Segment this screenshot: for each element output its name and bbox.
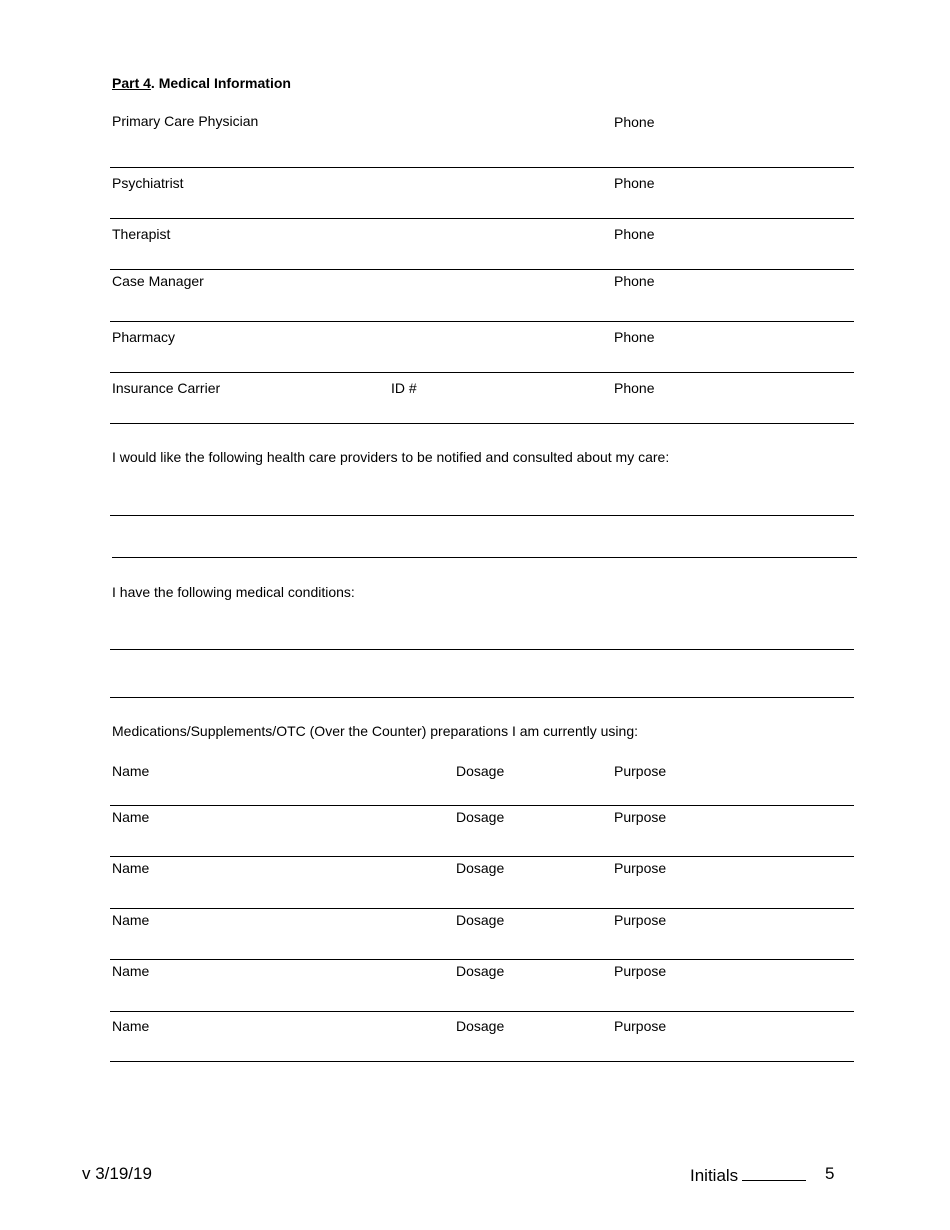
contact-label-psychiatrist: Psychiatrist: [112, 175, 184, 191]
med-line[interactable]: [110, 1061, 854, 1062]
med-dosage-label: Dosage: [456, 763, 505, 779]
version-label: v 3/19/19: [82, 1164, 152, 1183]
med-dosage-label: Dosage: [456, 809, 505, 825]
part-title: . Medical Information: [150, 75, 291, 91]
contact-line-primary-care[interactable]: [110, 167, 854, 168]
med-dosage-label: Dosage: [456, 912, 505, 928]
insurance-phone-label: Phone: [614, 380, 655, 396]
initials-label: Initials: [690, 1166, 739, 1185]
med-name-label: Name: [112, 963, 150, 979]
contact-phone-psychiatrist: Phone: [614, 175, 655, 191]
contact-line-therapist[interactable]: [110, 269, 854, 270]
med-name-label: Name: [112, 860, 150, 876]
med-line[interactable]: [110, 805, 854, 806]
conditions-line-1[interactable]: [110, 649, 854, 650]
providers-line-2[interactable]: [112, 557, 857, 558]
section-title: [112, 75, 291, 91]
insurance-carrier-label: Insurance Carrier: [112, 380, 221, 396]
med-dosage-label: Dosage: [456, 860, 505, 876]
contact-line-case-manager[interactable]: [110, 321, 854, 322]
contact-phone-case-manager: Phone: [614, 273, 655, 289]
insurance-line[interactable]: [110, 423, 854, 424]
contact-line-psychiatrist[interactable]: [110, 218, 854, 219]
contact-line-pharmacy[interactable]: [110, 372, 854, 373]
contact-phone-therapist: Phone: [614, 226, 655, 242]
med-name-label: Name: [112, 763, 150, 779]
med-line[interactable]: [110, 908, 854, 909]
part-label: Part 4: [112, 75, 151, 91]
med-name-label: Name: [112, 809, 150, 825]
initials-field[interactable]: [690, 1166, 806, 1186]
medications-prompt: Medications/Supplements/OTC (Over the Counter) preparations I am currently using:: [112, 723, 639, 739]
med-line[interactable]: [110, 1011, 854, 1012]
med-purpose-label: Purpose: [614, 1018, 667, 1034]
insurance-id-label: ID #: [391, 380, 417, 396]
conditions-prompt: I have the following medical conditions:: [112, 584, 355, 600]
contact-label-case-manager: Case Manager: [112, 273, 204, 289]
med-purpose-label: Purpose: [614, 963, 667, 979]
med-line[interactable]: [110, 959, 854, 960]
contact-phone-primary-care: Phone: [614, 114, 655, 130]
med-dosage-label: Dosage: [456, 963, 505, 979]
med-purpose-label: Purpose: [614, 763, 667, 779]
med-purpose-label: Purpose: [614, 860, 667, 876]
contact-label-pharmacy: Pharmacy: [112, 329, 176, 345]
med-line[interactable]: [110, 856, 854, 857]
conditions-line-2[interactable]: [110, 697, 854, 698]
providers-line-1[interactable]: [110, 515, 854, 516]
med-name-label: Name: [112, 1018, 150, 1034]
page-number: 5: [825, 1164, 835, 1183]
contact-phone-pharmacy: Phone: [614, 329, 655, 345]
contact-label-primary-care: Primary Care Physician: [112, 113, 259, 129]
med-purpose-label: Purpose: [614, 809, 667, 825]
med-purpose-label: Purpose: [614, 912, 667, 928]
contact-label-therapist: Therapist: [112, 226, 171, 242]
med-dosage-label: Dosage: [456, 1018, 505, 1034]
initials-blank[interactable]: [742, 1166, 806, 1181]
med-name-label: Name: [112, 912, 150, 928]
providers-prompt: I would like the following health care providers to be notified and consulted about my care:: [112, 449, 670, 465]
